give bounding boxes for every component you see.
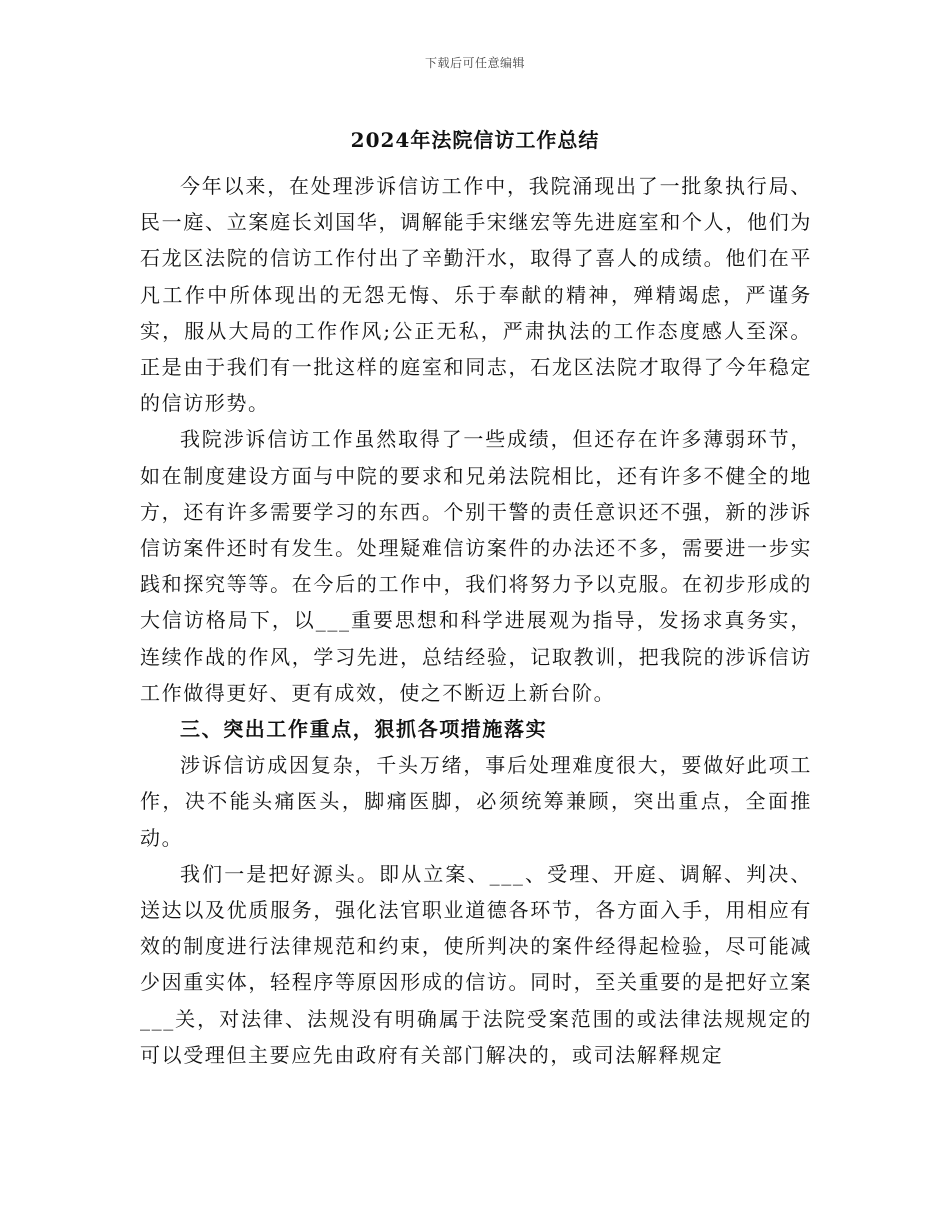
paragraph-4: 我们一是把好源头。即从立案、___、受理、开庭、调解、判决、送达以及优质服务，强化法官职业道德各环节，各方面入手，用相应有效的制度进行法律规范和约束，使所判决的案件经得起检验，尽可能减少因重实体，轻程序等原因形成的信访。同时，至关重要的是把好立案___关，对法律、法规没有明确属于法院受案范围的或法律法规规定的可以受理但主要应先由政府有关部门解决的，或司法解释规定	[140, 861, 812, 1067]
document-body	[140, 168, 812, 1073]
paragraph-3: 涉诉信访成因复杂，千头万绪，事后处理难度很大，要做好此项工作，决不能头痛医头，脚痛医脚，必须统筹兼顾，突出重点，全面推动。	[140, 753, 812, 850]
section-heading-3: 三、突出工作重点，狠抓各项措施落实	[180, 717, 548, 742]
paragraph-1: 今年以来，在处理涉诉信访工作中，我院涌现出了一批象执行局、民一庭、立案庭长刘国华，调解能手宋继宏等先进庭室和个人，他们为石龙区法院的信访工作付出了辛勤汗水，取得了喜人的成绩。他们在平凡工作中所体现出的无怨无悔、乐于奉献的精神，殚精竭虑，严谨务实，服从大局的工作作风;公正无私，严肃执法的工作态度感人至深。正是由于我们有一批这样的庭室和同志，石龙区法院才取得了今年稳定的信访形势。	[140, 174, 812, 416]
document-title: 2024年法院信访工作总结	[350, 128, 600, 152]
header-watermark: 下载后可任意编辑	[424, 56, 525, 70]
paragraph-2: 我院涉诉信访工作虽然取得了一些成绩，但还存在许多薄弱环节，如在制度建设方面与中院的要求和兄弟法院相比，还有许多不健全的地方，还有许多需要学习的东西。个别干警的责任意识还不强，新的涉诉信访案件还时有发生。处理疑难信访案件的办法还不多，需要进一步实践和探究等等。在今后的工作中，我们将努力予以克服。在初步形成的大信访格局下，以___重要思想和科学进展观为指导，发扬求真务实，连续作战的作风，学习先进，总结经验，记取教训，把我院的涉诉信访工作做得更好、更有成效，使之不断迈上新台阶。	[140, 427, 812, 705]
